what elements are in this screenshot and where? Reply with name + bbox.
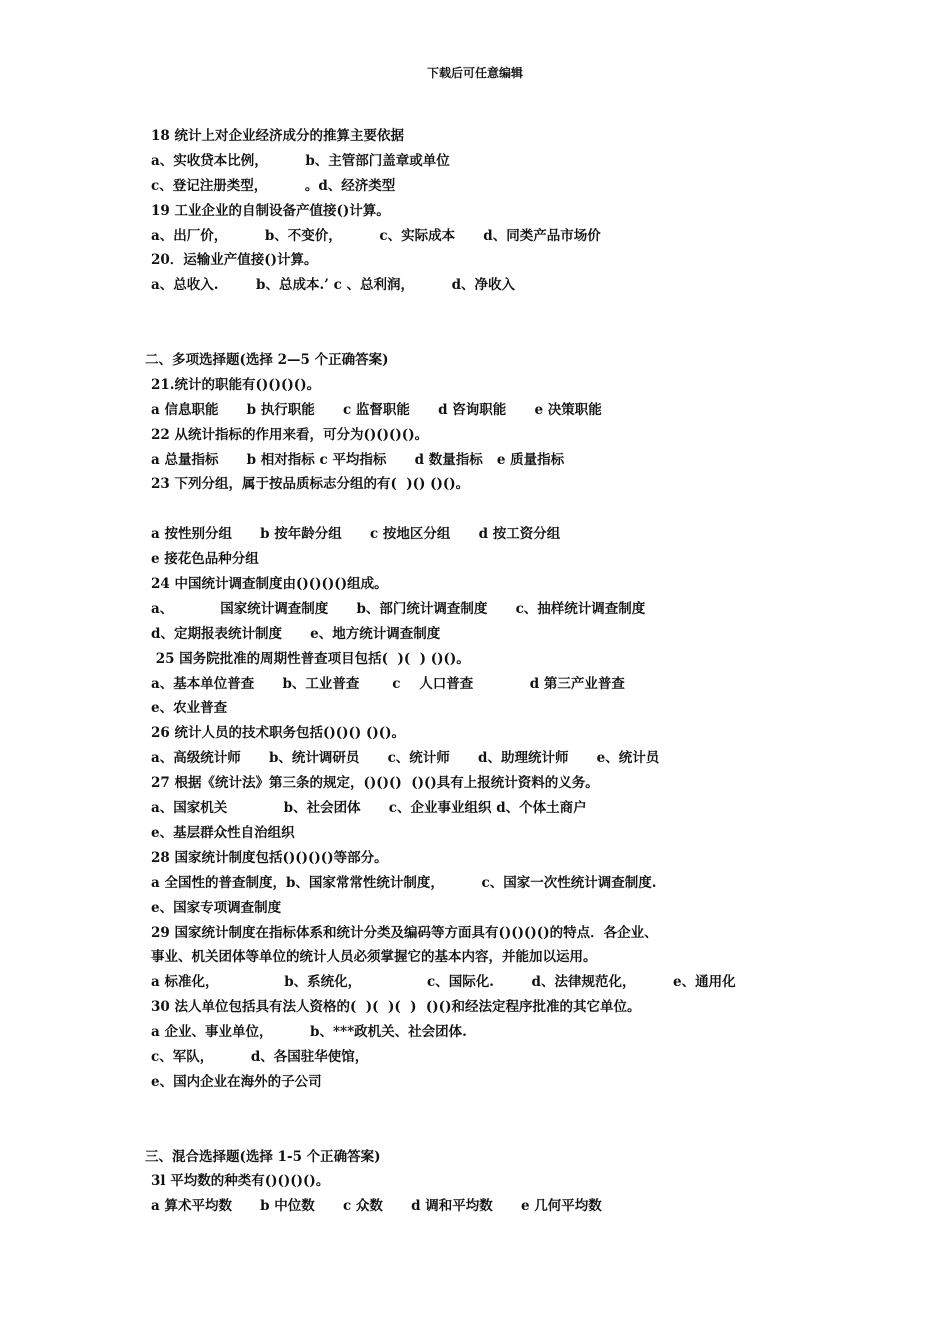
text-line: 25 国务院批准的周期性普查项目包括( )( ) ()()。 bbox=[151, 650, 470, 667]
text-line: c、登记注册类型， 。d、经济类型 bbox=[151, 177, 396, 194]
text-line: a 信息职能 b 执行职能 c 监督职能 d 咨询职能 e 决策职能 bbox=[151, 401, 602, 418]
section-heading: 二、多项选择题(选择 2—5 个正确答案) bbox=[145, 352, 389, 369]
text-line: 30 法人单位包括具有法人资格的( )( )( ) ()()和经法定程序批准的其它单位。 bbox=[151, 999, 641, 1016]
text-line: a、 国家统计调查制度 b、部门统计调查制度 c、抽样统计调查制度 bbox=[151, 600, 646, 617]
text-line: 26 统计人员的技术职务包括()()() ()()。 bbox=[151, 725, 406, 742]
text-line: d、定期报表统计制度 e、地方统计调查制度 bbox=[151, 625, 441, 642]
text-line: 21.统计的职能有()()()()。 bbox=[151, 376, 321, 393]
text-line: a、出厂价， b、不变价， c、实际成本 d、同类产品市场价 bbox=[151, 227, 601, 244]
text-line: 24 中国统计调查制度由()()()()组成。 bbox=[151, 576, 388, 593]
text-line: a、高级统计师 b、统计调研员 c、统计师 d、助理统计师 e、统计员 bbox=[151, 750, 660, 767]
section-heading: 三、混合选择题(选择 1-5 个正确答案) bbox=[145, 1148, 381, 1165]
document-body bbox=[145, 124, 905, 1219]
text-line: a 算术平均数 b 中位数 c 众数 d 调和平均数 e 几何平均数 bbox=[151, 1198, 602, 1215]
text-line: a 标准化， b、系统化， c、国际化. d、法律规范化， e、通用化 bbox=[151, 974, 736, 991]
text-line: a、实收贷本比例， b、主管部门盖章或单位 bbox=[151, 152, 450, 169]
text-line: e、基层群众性自治组织 bbox=[151, 824, 295, 841]
blank-line bbox=[145, 298, 905, 323]
text-line: e 接花色品种分组 bbox=[151, 551, 259, 568]
text-line: 27 根据《统计法》第三条的规定，()()() ()()具有上报统计资料的义务。 bbox=[151, 775, 599, 792]
text-line: 20．运输业产值接()计算。 bbox=[151, 252, 318, 269]
text-line: a、基本单位普查 b、工业普查 c 人口普查 d 第三产业普查 bbox=[151, 675, 625, 692]
text-line: a、国家机关 b、社会团体 c、企业事业组织 d、个体土商户 bbox=[151, 800, 587, 817]
text-line: a 按性别分组 b 按年龄分组 c 按地区分组 d 按工资分组 bbox=[151, 526, 561, 543]
blank-line bbox=[145, 323, 905, 348]
text-line: 28 国家统计制度包括()()()()等部分。 bbox=[151, 849, 388, 866]
text-line: a 全国性的普查制度，b、国家常常性统计制度， c、国家一次性统计调查制度. bbox=[151, 874, 657, 891]
text-line: a 企业、事业单位， b、***政机关、社会团体. bbox=[151, 1024, 467, 1041]
text-line: 3l 平均数的种类有()()()()。 bbox=[151, 1173, 330, 1190]
text-line: 事业、机关团体等单位的统计人员必须掌握它的基本内容，并能加以运用。 bbox=[151, 949, 597, 966]
page-header: 下载后可任意编辑 bbox=[426, 66, 523, 80]
text-line: e、国家专项调查制度 bbox=[151, 899, 282, 916]
text-line: 18 统计上对企业经济成分的推算主要依据 bbox=[151, 128, 404, 144]
text-line: 22 从统计指标的作用来看，可分为()()()()。 bbox=[151, 426, 429, 443]
text-line: 23 下列分组，属于按品质标志分组的有( )() ()()。 bbox=[151, 476, 470, 493]
blank-line bbox=[145, 1095, 905, 1120]
text-line: a、总收入. b、总成本.’ c 、总利润， d、净收入 bbox=[151, 277, 516, 294]
blank-line bbox=[145, 497, 905, 522]
text-line: c、军队， d、各国驻华使馆， bbox=[151, 1048, 369, 1065]
blank-line bbox=[145, 1120, 905, 1145]
text-line: e、国内企业在海外的子公司 bbox=[151, 1073, 322, 1090]
text-line: e、农业普查 bbox=[151, 700, 228, 717]
text-line: a 总量指标 b 相对指标 c 平均指标 d 数量指标 e 质量指标 bbox=[151, 451, 565, 468]
text-line: 29 国家统计制度在指标体系和统计分类及编码等方面具有()()()()的特点．各企业、 bbox=[151, 924, 658, 941]
text-line: 19 工业企业的自制设备产值接()计算。 bbox=[151, 202, 390, 219]
